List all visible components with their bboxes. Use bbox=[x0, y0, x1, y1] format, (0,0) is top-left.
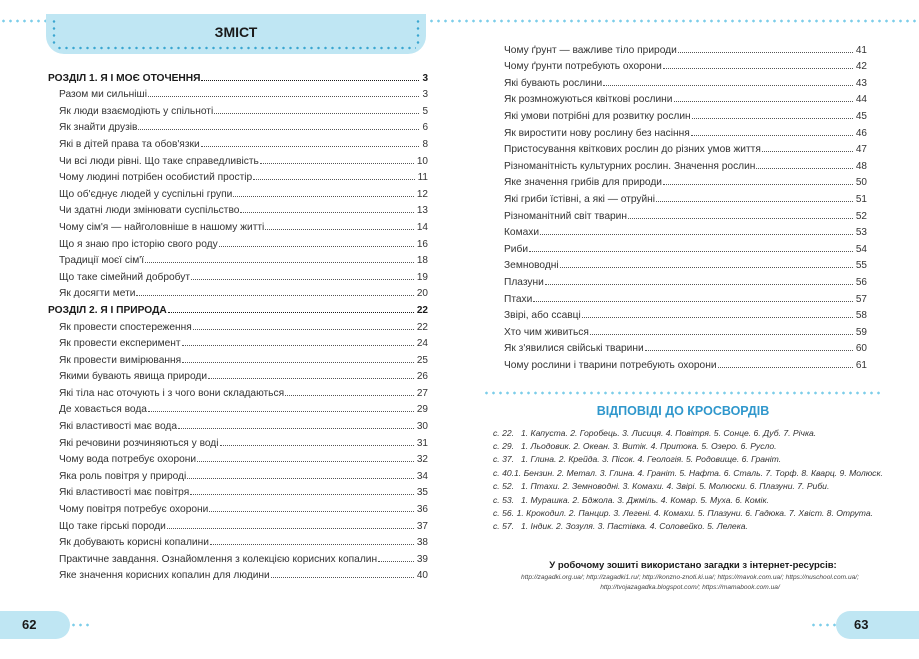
toc-entry bbox=[48, 117, 428, 134]
toc-entry-title: Якими бувають явища природи bbox=[59, 371, 208, 383]
toc-leader-dots bbox=[540, 234, 853, 235]
title-banner bbox=[46, 14, 426, 54]
toc-leader-dots bbox=[628, 218, 853, 219]
toc-entry-title: Як з'явилися свійські тварини bbox=[504, 343, 644, 355]
toc-entry-page: 3 bbox=[422, 72, 428, 84]
toc-entry bbox=[48, 432, 428, 449]
toc-entry-page: 47 bbox=[855, 144, 867, 156]
toc-entry-page: 5 bbox=[422, 105, 428, 117]
toc-entry-title: Як провести спостереження bbox=[59, 321, 192, 333]
decorative-dots-bottom-right bbox=[810, 623, 836, 627]
toc-entry bbox=[48, 150, 428, 167]
decorative-dots-separator bbox=[483, 391, 883, 395]
answer-text: 1. Льодовик. 2. Океан. 3. Витік. 4. Притока. 5. Озеро. 6. Русло. bbox=[521, 441, 777, 452]
answer-page-ref: с. 22. bbox=[493, 427, 515, 438]
toc-leader-dots bbox=[645, 350, 853, 351]
toc-entry-page: 36 bbox=[416, 504, 428, 516]
toc-entry-title: Як добувають корисні копалини bbox=[59, 537, 209, 549]
decorative-dots-top-right bbox=[421, 19, 919, 23]
toc-entry-page: 25 bbox=[416, 354, 428, 366]
toc-entry-title: Пристосування квіткових рослин до різних умов життя bbox=[504, 144, 761, 156]
toc-entry bbox=[48, 167, 428, 184]
toc-entry-page: 61 bbox=[855, 359, 867, 371]
toc-entry-page: 29 bbox=[416, 404, 428, 416]
toc-entry-title: Чому сім'я — найголовніше в нашому житті bbox=[59, 221, 265, 233]
toc-leader-dots bbox=[201, 80, 419, 81]
toc-entry-page: 35 bbox=[416, 487, 428, 499]
toc-entry-title: Як розмножуються квіткові рослини bbox=[504, 94, 673, 106]
toc-leader-dots bbox=[240, 212, 413, 213]
toc-leader-dots bbox=[656, 201, 853, 202]
toc-entry-title: Як провести експеримент bbox=[59, 338, 181, 350]
toc-leader-dots bbox=[201, 146, 420, 147]
toc-entry bbox=[48, 133, 428, 150]
toc-entry-page: 55 bbox=[855, 260, 867, 272]
toc-entry-title: Які гриби їстівні, а які — отруйні bbox=[504, 193, 656, 205]
toc-entry-title: Яке значення грибів для природи bbox=[504, 177, 663, 189]
toc-entry-page: 46 bbox=[855, 127, 867, 139]
toc-leader-dots bbox=[193, 329, 414, 330]
toc-entry-page: 57 bbox=[855, 293, 867, 305]
toc-leader-dots bbox=[220, 445, 414, 446]
answer-row bbox=[493, 453, 873, 466]
toc-entry-page: 20 bbox=[416, 288, 428, 300]
toc-entry-page: 59 bbox=[855, 326, 867, 338]
answer-row bbox=[493, 520, 873, 533]
toc-entry bbox=[48, 333, 428, 350]
toc-entry-page: 30 bbox=[416, 421, 428, 433]
toc-entry bbox=[500, 205, 867, 222]
toc-entry-title: Як люди взаємодіють у спільноті bbox=[59, 105, 214, 117]
toc-leader-dots bbox=[145, 262, 414, 263]
toc-leader-dots bbox=[590, 334, 853, 335]
toc-entry bbox=[48, 565, 428, 582]
toc-entry bbox=[48, 233, 428, 250]
answer-text: 1. Глина. 2. Крейда. 3. Пісок. 4. Геологія. 5. Родовище. 6. Граніт. bbox=[521, 454, 782, 465]
toc-leader-dots bbox=[762, 151, 853, 152]
toc-entry-title: Земноводні bbox=[504, 260, 559, 272]
toc-entry-title: Традиції моєї сім'ї bbox=[59, 255, 145, 267]
toc-entry bbox=[500, 122, 867, 139]
toc-entry-page: 39 bbox=[416, 553, 428, 565]
toc-leader-dots bbox=[756, 168, 852, 169]
toc-entry-page: 53 bbox=[855, 227, 867, 239]
toc-leader-dots bbox=[210, 544, 414, 545]
toc-entry bbox=[500, 288, 867, 305]
toc-entry-title: Чому вода потребує охорони bbox=[59, 454, 197, 466]
toc-leader-dots bbox=[182, 345, 414, 346]
toc-leader-dots bbox=[178, 428, 414, 429]
toc-entry-page: 43 bbox=[855, 77, 867, 89]
toc-leader-dots bbox=[187, 478, 414, 479]
toc-entry-title: Чи всі люди рівні. Що таке справедливість bbox=[59, 155, 259, 167]
toc-entry-title: Які тіла нас оточують і з чого вони складаються bbox=[59, 387, 285, 399]
toc-entry-title: Риби bbox=[504, 243, 529, 255]
toc-entry bbox=[48, 498, 428, 515]
banner-dots-bottom bbox=[56, 46, 416, 50]
toc-right bbox=[500, 39, 867, 371]
toc-entry bbox=[500, 56, 867, 73]
toc-entry bbox=[500, 338, 867, 355]
toc-entry bbox=[48, 100, 428, 117]
toc-entry-title: Що я знаю про історію свого роду bbox=[59, 238, 218, 250]
toc-entry-title: Чому ґрунт — важливе тіло природи bbox=[504, 44, 677, 56]
toc-entry-page: 8 bbox=[422, 138, 428, 150]
toc-entry-page: 12 bbox=[416, 188, 428, 200]
toc-leader-dots bbox=[603, 85, 853, 86]
toc-entry bbox=[500, 238, 867, 255]
toc-entry bbox=[48, 283, 428, 300]
toc-leader-dots bbox=[529, 251, 853, 252]
answers-list bbox=[493, 426, 883, 533]
toc-leader-dots bbox=[214, 113, 419, 114]
toc-entry-title: Які в дітей права та обов'язки bbox=[59, 138, 200, 150]
toc-entry-title: Що об'єднує людей у суспільні групи bbox=[59, 188, 233, 200]
toc-leader-dots bbox=[233, 196, 414, 197]
page-number: 62 bbox=[22, 617, 37, 632]
toc-entry-title: Які речовини розчиняються у воді bbox=[59, 437, 219, 449]
answer-page-ref: с. 37. bbox=[493, 454, 515, 465]
decorative-dots-bottom-left bbox=[70, 623, 90, 627]
toc-entry-page: 37 bbox=[416, 520, 428, 532]
answer-row bbox=[493, 506, 873, 519]
sources-line: http://tvojazagadka.blogspot.com/; https://mamabook.com.ua/ bbox=[600, 584, 780, 591]
toc-leader-dots bbox=[219, 246, 414, 247]
toc-entry bbox=[500, 271, 867, 288]
toc-leader-dots bbox=[674, 101, 853, 102]
toc-entry bbox=[48, 482, 428, 499]
toc-entry-title: Яка роль повітря у природі bbox=[59, 470, 187, 482]
toc-entry bbox=[48, 532, 428, 549]
toc-entry bbox=[500, 255, 867, 272]
toc-leader-dots bbox=[378, 561, 414, 562]
answer-page-ref: с. 57. bbox=[493, 521, 515, 532]
toc-entry-title: Комахи bbox=[504, 227, 540, 239]
toc-entry-page: 42 bbox=[855, 61, 867, 73]
toc-entry-page: 51 bbox=[855, 193, 867, 205]
toc-entry-title: Чи здатні люди змінювати суспільство bbox=[59, 205, 240, 217]
toc-entry bbox=[500, 321, 867, 338]
sources-text bbox=[500, 573, 880, 593]
toc-entry-page: 32 bbox=[416, 454, 428, 466]
toc-entry-page: 31 bbox=[416, 437, 428, 449]
toc-leader-dots bbox=[545, 284, 853, 285]
toc-entry-page: 26 bbox=[416, 371, 428, 383]
toc-entry bbox=[48, 200, 428, 217]
toc-entry-title: Які умови потрібні для розвитку рослин bbox=[504, 110, 691, 122]
decorative-dots-top-left bbox=[0, 19, 50, 23]
toc-leader-dots bbox=[560, 267, 853, 268]
answer-row bbox=[493, 493, 873, 506]
toc-leader-dots bbox=[197, 461, 414, 462]
toc-entry-title: Чому людині потрібен особистий простір bbox=[59, 172, 253, 184]
answer-row bbox=[493, 439, 873, 452]
toc-leader-dots bbox=[168, 312, 414, 313]
answers-title: ВІДПОВІДІ ДО КРОСВОРДІВ bbox=[596, 404, 770, 418]
toc-leader-dots bbox=[208, 378, 414, 379]
toc-leader-dots bbox=[167, 528, 414, 529]
toc-leader-dots bbox=[691, 135, 853, 136]
toc-leader-dots bbox=[678, 52, 853, 53]
toc-entry-page: 58 bbox=[855, 310, 867, 322]
answer-text: 1. Капуста. 2. Горобець. 3. Лисиця. 4. Повітря. 5. Сонце. 6. Дуб. 7. Річка. bbox=[521, 427, 817, 438]
toc-entry-page: 48 bbox=[855, 160, 867, 172]
toc-entry-title: Чому повітря потребує охорони bbox=[59, 504, 209, 516]
toc-entry bbox=[48, 548, 428, 565]
toc-entry-title: Чому ґрунти потребують охорони bbox=[504, 61, 662, 73]
toc-entry-title: Що таке гірські породи bbox=[59, 520, 166, 532]
toc-entry-title: Які властивості має вода bbox=[59, 421, 178, 433]
toc-leader-dots bbox=[271, 577, 414, 578]
toc-leader-dots bbox=[663, 68, 853, 69]
toc-entry-page: 34 bbox=[416, 470, 428, 482]
toc-entry bbox=[500, 39, 867, 56]
toc-entry bbox=[500, 305, 867, 322]
toc-entry-page: 44 bbox=[855, 94, 867, 106]
answer-text: 1. Крокодил. 2. Панцир. 3. Легені. 4. Комахи. 5. Плазуни. 6. Гадюка. 7. Хвіст. 8. Отрута. bbox=[516, 508, 873, 519]
toc-leader-dots bbox=[148, 411, 414, 412]
toc-leader-dots bbox=[582, 317, 853, 318]
toc-left bbox=[48, 67, 428, 581]
toc-leader-dots bbox=[692, 118, 853, 119]
toc-section-heading bbox=[48, 299, 428, 316]
toc-entry bbox=[48, 349, 428, 366]
toc-leader-dots bbox=[138, 129, 419, 130]
toc-entry-title: Яке значення корисних копалин для людини bbox=[59, 570, 270, 582]
toc-entry-title: Плазуни bbox=[504, 276, 544, 288]
toc-entry-page: 22 bbox=[416, 304, 428, 316]
toc-entry-title: Де ховається вода bbox=[59, 404, 147, 416]
toc-entry-page: 45 bbox=[855, 110, 867, 122]
toc-entry bbox=[500, 354, 867, 371]
toc-entry-page: 10 bbox=[416, 155, 428, 167]
toc-leader-dots bbox=[285, 395, 414, 396]
toc-entry-page: 60 bbox=[855, 343, 867, 355]
toc-entry bbox=[500, 89, 867, 106]
answer-text: 1. Птахи. 2. Земноводні. 3. Комахи. 4. Звірі. 5. Молюски. 6. Плазуни. 7. Риби. bbox=[521, 481, 830, 492]
toc-entry-title: РОЗДІЛ 1. Я І МОЄ ОТОЧЕННЯ bbox=[48, 72, 201, 84]
sources-line: http://zagadki.org.ua/; http://zagadki1.ru/; http://konzno-znoti.ki.ua/; https://mavok.com.ua/; https://nuschool.com.ua/; bbox=[521, 574, 859, 581]
answer-page-ref: с. 52. bbox=[493, 481, 515, 492]
toc-entry bbox=[48, 183, 428, 200]
toc-section-heading bbox=[48, 67, 428, 84]
answer-page-ref: с. 40. bbox=[493, 467, 515, 478]
toc-entry-title: Які властивості має повітря bbox=[59, 487, 190, 499]
page-number-tab-left bbox=[0, 611, 70, 639]
toc-entry-title: Разом ми сильніші bbox=[59, 89, 147, 101]
toc-entry bbox=[48, 449, 428, 466]
toc-entry-page: 16 bbox=[416, 238, 428, 250]
toc-leader-dots bbox=[136, 295, 413, 296]
toc-entry-page: 50 bbox=[855, 177, 867, 189]
page-number-tab-right bbox=[836, 611, 919, 639]
toc-entry-title: Практичне завдання. Ознайомлення з колекцією корисних копалин bbox=[59, 553, 378, 565]
toc-entry bbox=[500, 72, 867, 89]
toc-entry-title: Як знайти друзів bbox=[59, 122, 138, 134]
toc-entry-title: Чому рослини і тварини потребують охорони bbox=[504, 359, 717, 371]
answer-row bbox=[493, 480, 873, 493]
toc-entry-page: 18 bbox=[416, 255, 428, 267]
page-title: ЗМІСТ bbox=[214, 24, 258, 40]
toc-entry bbox=[48, 399, 428, 416]
toc-entry-page: 27 bbox=[416, 387, 428, 399]
toc-entry bbox=[48, 515, 428, 532]
toc-entry bbox=[500, 105, 867, 122]
toc-entry-title: Як досягти мети bbox=[59, 288, 136, 300]
toc-entry-page: 41 bbox=[855, 44, 867, 56]
answer-row bbox=[493, 426, 873, 439]
toc-entry bbox=[48, 465, 428, 482]
toc-entry-title: Птахи bbox=[504, 293, 533, 305]
toc-entry-page: 40 bbox=[416, 570, 428, 582]
answer-row bbox=[493, 466, 883, 479]
toc-entry-title: Які бувають рослини bbox=[504, 77, 603, 89]
toc-entry-title: Як провести вимірювання bbox=[59, 354, 182, 366]
page-number: 63 bbox=[854, 617, 869, 632]
toc-entry bbox=[500, 139, 867, 156]
toc-entry bbox=[48, 366, 428, 383]
toc-entry bbox=[48, 216, 428, 233]
toc-entry bbox=[48, 250, 428, 267]
toc-leader-dots bbox=[260, 163, 414, 164]
toc-leader-dots bbox=[533, 301, 853, 302]
answer-page-ref: с. 29. bbox=[493, 441, 515, 452]
toc-entry-page: 56 bbox=[855, 276, 867, 288]
sources-title: У робочому зошиті використано загадки з інтернет-ресурсів: bbox=[549, 560, 837, 571]
toc-leader-dots bbox=[148, 96, 419, 97]
toc-leader-dots bbox=[190, 494, 414, 495]
toc-entry-title: Звірі, або ссавці bbox=[504, 310, 581, 322]
toc-entry-page: 24 bbox=[416, 338, 428, 350]
toc-entry bbox=[48, 316, 428, 333]
toc-leader-dots bbox=[253, 179, 414, 180]
toc-entry bbox=[500, 222, 867, 239]
toc-leader-dots bbox=[191, 279, 414, 280]
toc-entry-title: Що таке сімейний добробут bbox=[59, 271, 191, 283]
toc-entry-page: 3 bbox=[422, 89, 428, 101]
toc-entry bbox=[48, 415, 428, 432]
toc-entry-page: 54 bbox=[855, 243, 867, 255]
answer-page-ref: с. 56. bbox=[493, 508, 515, 519]
toc-leader-dots bbox=[209, 511, 414, 512]
toc-entry bbox=[48, 382, 428, 399]
answer-text: 1. Бензин. 2. Метал. 3. Глина. 4. Граніт. 5. Нафта. 6. Сталь. 7. Торф. 8. Кварц. 9. Молюск. bbox=[514, 467, 883, 478]
toc-entry-page: 19 bbox=[416, 271, 428, 283]
toc-entry-page: 22 bbox=[416, 321, 428, 333]
toc-entry-page: 11 bbox=[417, 172, 428, 184]
toc-entry bbox=[48, 266, 428, 283]
toc-entry bbox=[500, 155, 867, 172]
toc-entry-page: 14 bbox=[416, 221, 428, 233]
toc-entry-page: 6 bbox=[422, 122, 428, 134]
toc-leader-dots bbox=[663, 184, 853, 185]
toc-entry-title: РОЗДІЛ 2. Я І ПРИРОДА bbox=[48, 304, 167, 316]
toc-entry-title: Хто чим живиться bbox=[504, 326, 589, 338]
answer-page-ref: с. 53. bbox=[493, 494, 515, 505]
toc-entry-page: 38 bbox=[416, 537, 428, 549]
toc-entry bbox=[500, 172, 867, 189]
toc-entry bbox=[500, 188, 867, 205]
toc-entry bbox=[48, 84, 428, 101]
toc-entry-page: 13 bbox=[416, 205, 428, 217]
toc-leader-dots bbox=[265, 229, 414, 230]
toc-entry-title: Як виростити нову рослину без насіння bbox=[504, 127, 690, 139]
answer-text: 1. Індик. 2. Зозуля. 3. Пастівка. 4. Соловейко. 5. Лелека. bbox=[521, 521, 748, 532]
answer-text: 1. Мурашка. 2. Бджола. 3. Джміль. 4. Комар. 5. Муха. 6. Комік. bbox=[521, 494, 769, 505]
toc-entry-title: Різноманітність культурних рослин. Значення рослин bbox=[504, 160, 756, 172]
toc-leader-dots bbox=[182, 362, 414, 363]
toc-entry-title: Різноманітний світ тварин bbox=[504, 210, 627, 222]
toc-entry-page: 52 bbox=[855, 210, 867, 222]
toc-leader-dots bbox=[718, 367, 853, 368]
